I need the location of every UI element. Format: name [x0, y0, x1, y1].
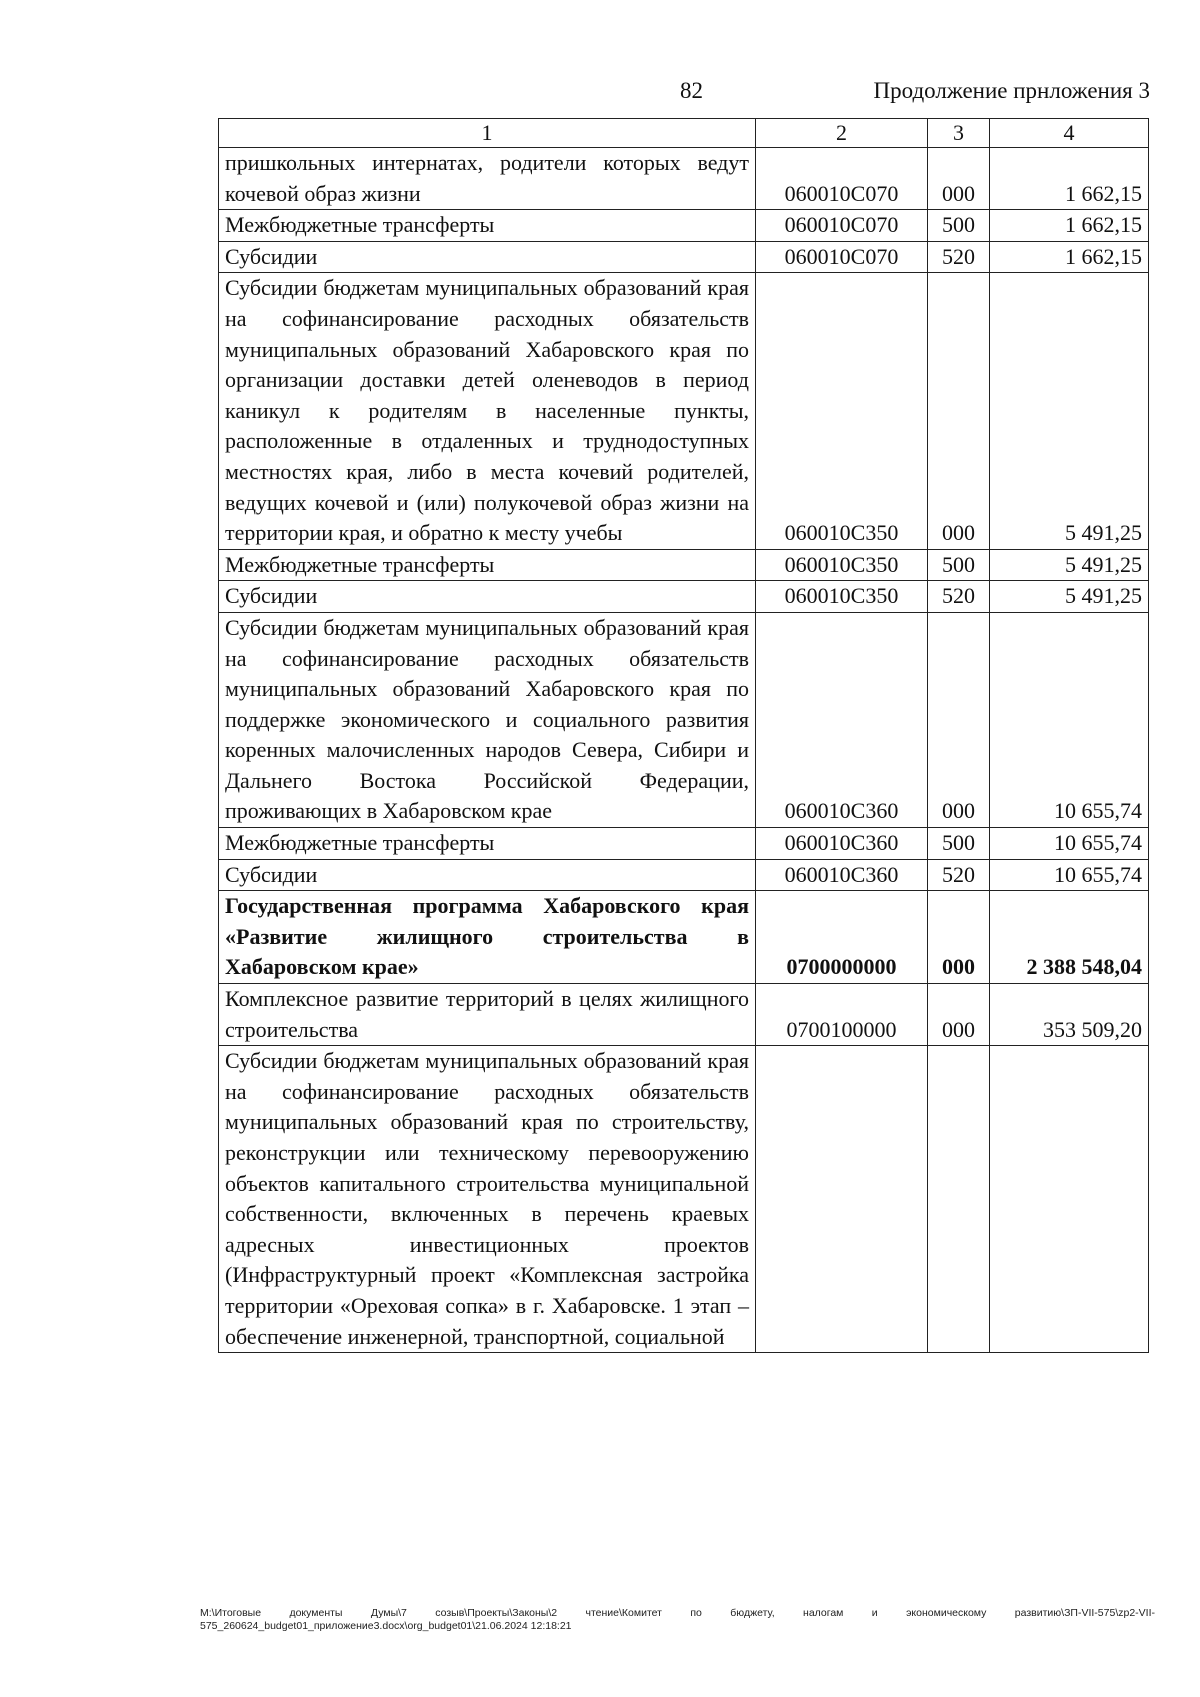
- row-amount-cell: 5 491,25: [990, 549, 1149, 581]
- row-amount-cell: 10 655,74: [990, 859, 1149, 891]
- row-amount-cell: 10 655,74: [990, 828, 1149, 860]
- table-row: [219, 984, 1149, 1046]
- continuation-title: Продолжение прнложения 3: [873, 78, 1150, 103]
- table-row: [219, 581, 1149, 613]
- row-amount-cell: 1 662,15: [990, 241, 1149, 273]
- table-row: [219, 549, 1149, 581]
- table-row: [219, 273, 1149, 549]
- column-header: 1: [219, 119, 756, 148]
- table-row: [219, 828, 1149, 860]
- table-row: [219, 1046, 1149, 1353]
- page-number: 82: [680, 78, 703, 103]
- row-amount-cell: 5 491,25: [990, 581, 1149, 613]
- row-type-cell: 500: [928, 828, 990, 860]
- row-name-cell: Межбюджетные трансферты: [219, 210, 756, 242]
- row-name-cell: Государственная программа Хабаровского края «Развитие жилищного строительства в Хабаровском крае»: [219, 891, 756, 984]
- row-type-cell: 520: [928, 581, 990, 613]
- row-type-cell: 500: [928, 549, 990, 581]
- row-amount-cell: 5 491,25: [990, 273, 1149, 549]
- row-type-cell: 000: [928, 984, 990, 1046]
- row-code-cell: 0700100000: [756, 984, 928, 1046]
- budget-table: [218, 118, 1149, 1353]
- row-name-cell: Комплексное развитие территорий в целях жилищного строительства: [219, 984, 756, 1046]
- row-code-cell: 060010С360: [756, 859, 928, 891]
- table-header-row: [219, 119, 1149, 148]
- column-header: 4: [990, 119, 1149, 148]
- row-code-cell: 060010С360: [756, 612, 928, 827]
- row-type-cell: 000: [928, 273, 990, 549]
- row-amount-cell: 10 655,74: [990, 612, 1149, 827]
- row-amount-cell: 1 662,15: [990, 148, 1149, 210]
- row-type-cell: 000: [928, 148, 990, 210]
- row-name-cell: Межбюджетные трансферты: [219, 828, 756, 860]
- row-name-cell: Субсидии бюджетам муниципальных образований края на софинансирование расходных обязательств муниципальных образований края по строительству, реконструкции или техническому перевооружению объектов капитального строительства муниципальной собственности, включенных в перечень краевых адресных инвестиционных проектов (Инфраструктурный проект «Комплексная застройка территории «Ореховая сопка» в г. Хабаровске. 1 этап – обеспечение инженерной, транспортной, социальной: [219, 1046, 756, 1353]
- row-amount-cell: [990, 1046, 1149, 1353]
- row-name-cell: Субсидии бюджетам муниципальных образований края на софинансирование расходных обязательств муниципальных образований Хабаровского края по поддержке экономического и социального развития коренных малочисленных народов Севера, Сибири и Дальнего Востока Российской Федерации, проживающих в Хабаровском крае: [219, 612, 756, 827]
- row-type-cell: 000: [928, 891, 990, 984]
- table-row: [219, 210, 1149, 242]
- row-amount-cell: 2 388 548,04: [990, 891, 1149, 984]
- column-header: 3: [928, 119, 990, 148]
- row-name-cell: Субсидии: [219, 859, 756, 891]
- row-code-cell: 060010С070: [756, 148, 928, 210]
- row-code-cell: 060010С350: [756, 273, 928, 549]
- row-amount-cell: 1 662,15: [990, 210, 1149, 242]
- row-type-cell: [928, 1046, 990, 1353]
- table-row: [219, 241, 1149, 273]
- row-name-cell: Субсидии бюджетам муниципальных образований края на софинансирование расходных обязательств муниципальных образований Хабаровского края по организации доставки детей оленеводов в период каникул к родителям в населенные пункты, расположенные в отдаленных и труднодоступных местностях края, либо в места кочевий родителей, ведущих кочевой и (или) полукочевой образ жизни на территории края, и обратно к месту учебы: [219, 273, 756, 549]
- table-row: [219, 148, 1149, 210]
- row-name-cell: Субсидии: [219, 241, 756, 273]
- row-type-cell: 520: [928, 241, 990, 273]
- row-name-cell: Межбюджетные трансферты: [219, 549, 756, 581]
- row-code-cell: 060010С360: [756, 828, 928, 860]
- row-code-cell: 060010С350: [756, 581, 928, 613]
- row-type-cell: 500: [928, 210, 990, 242]
- table-row: [219, 612, 1149, 827]
- row-code-cell: 060010С070: [756, 210, 928, 242]
- row-code-cell: [756, 1046, 928, 1353]
- column-header: 2: [756, 119, 928, 148]
- row-name-cell: Субсидии: [219, 581, 756, 613]
- table-row: [219, 891, 1149, 984]
- row-code-cell: 0700000000: [756, 891, 928, 984]
- row-name-cell: пришкольных интернатах, родители которых ведут кочевой образ жизни: [219, 148, 756, 210]
- row-code-cell: 060010С070: [756, 241, 928, 273]
- row-type-cell: 000: [928, 612, 990, 827]
- row-code-cell: 060010С350: [756, 549, 928, 581]
- table-row: [219, 859, 1149, 891]
- row-type-cell: 520: [928, 859, 990, 891]
- row-amount-cell: 353 509,20: [990, 984, 1149, 1046]
- file-path-footer: M:\Итоговые документы Думы\7 созыв\Проекты\Законы\2 чтение\Комитет по бюджету, налогам и экономическому развитию\ЗП-VII-575\zp2-VII-575_260624_budget01_приложение3.docx\org_budget01\21.06.2024 12:18:21: [200, 1607, 1155, 1632]
